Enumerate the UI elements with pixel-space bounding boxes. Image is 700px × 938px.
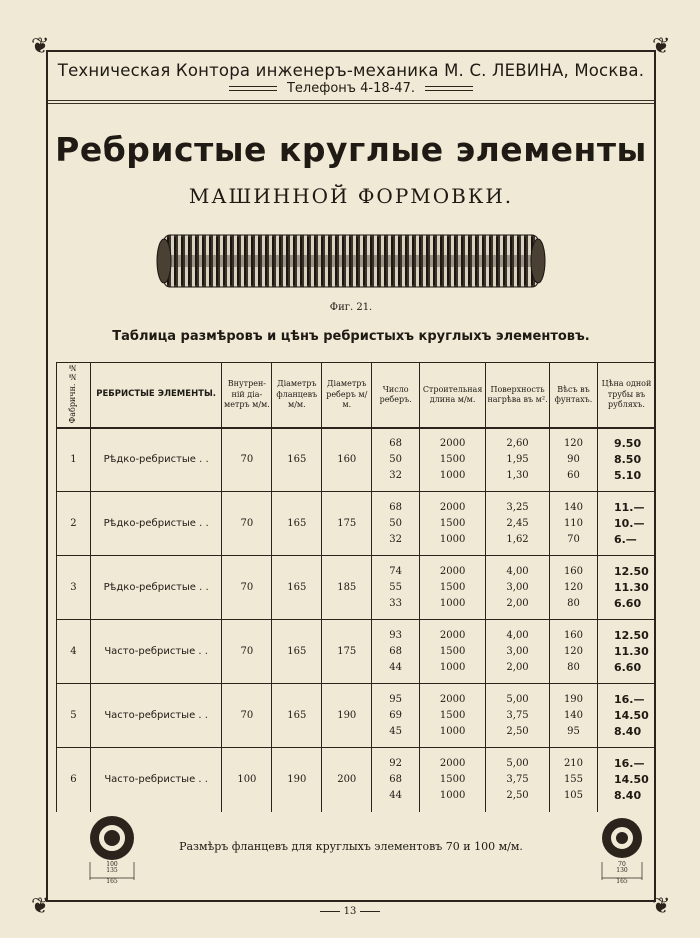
flange-diameter-cell: 165: [272, 684, 322, 748]
build-length-value: 2000: [439, 437, 466, 449]
inner-diameter-cell: 100: [222, 748, 272, 812]
build-length-value: 2000: [439, 501, 466, 513]
heating-surface-value: 1,95: [506, 453, 529, 465]
price-value: 6.—: [613, 532, 637, 546]
weight-value: 105: [563, 789, 584, 801]
weight-value: 80: [567, 661, 580, 673]
weight: [550, 628, 597, 676]
weight-value: 210: [563, 757, 584, 769]
table-header-row: [57, 363, 656, 428]
table-title: Таблица размѣровъ и цѣнъ ребристыхъ круглыхъ элементовъ.: [112, 329, 590, 344]
weight-value: 120: [563, 645, 584, 657]
weight-value: 95: [567, 725, 580, 737]
weight-value: 140: [563, 501, 584, 513]
build-length-value: 2000: [439, 693, 466, 705]
element-name-cell: Рѣдко-ребристые . .: [90, 492, 222, 556]
weight: [550, 756, 597, 804]
table-row: [57, 428, 656, 492]
flange-diameter-cell: 190: [272, 748, 322, 812]
price-value: 11.30: [613, 580, 649, 594]
heating-surface-value: 3,25: [506, 501, 529, 513]
flange-diameter-cell: 165: [272, 620, 322, 684]
rib-count-value: 68: [389, 645, 403, 657]
weight-value: 60: [567, 469, 580, 481]
rib-count-value: 92: [389, 757, 403, 769]
weight-cell: [550, 748, 598, 812]
heating-surface-value: 1,30: [506, 469, 529, 481]
weight-value: 110: [563, 517, 584, 529]
build-length: [420, 564, 485, 612]
rib-diameter-cell: 190: [322, 684, 372, 748]
rib-count-cell: [372, 428, 420, 492]
flange-drawing-left: [84, 814, 140, 888]
rib-count-value: 50: [389, 517, 403, 529]
build-length: [420, 756, 485, 804]
weight-value: 80: [567, 597, 580, 609]
build-length-cell: [420, 428, 486, 492]
heating-surface-cell: [486, 748, 550, 812]
price-cell: [597, 556, 655, 620]
rib-count-value: 45: [389, 725, 403, 737]
flange-dim-label: 135: [106, 867, 118, 874]
page-number: 13: [343, 906, 357, 917]
rib-count-value: 68: [389, 773, 403, 785]
element-name-cell: Рѣдко-ребристые . .: [90, 428, 222, 492]
price: [598, 692, 655, 740]
price-value: 8.40: [613, 788, 642, 802]
rib-count-cell: [372, 748, 420, 812]
page-subtitle: МАШИННОЙ ФОРМОВКИ.: [188, 184, 514, 208]
build-length-value: 2000: [439, 757, 466, 769]
flange-dim-label: 100: [106, 861, 118, 868]
rib-diameter-cell: 160: [322, 428, 372, 492]
build-length-value: 1500: [439, 773, 466, 785]
corner-ornament-icon: ❦: [31, 894, 50, 919]
build-length-cell: [420, 556, 486, 620]
weight-value: 120: [563, 437, 584, 449]
rib-count-value: 68: [389, 501, 403, 513]
rib-count-value: 69: [389, 709, 403, 721]
factory-no-cell: 5: [57, 684, 91, 748]
price-value: 10.—: [613, 516, 645, 530]
heating-surface-value: 2,00: [506, 597, 529, 609]
flange-note: Размѣръ фланцевъ для круглыхъ элементовъ 70 и 100 м/м.: [179, 840, 523, 853]
inner-diameter-cell: 70: [222, 428, 272, 492]
weight-value: 90: [567, 453, 580, 465]
figure-caption: Фиг. 21.: [329, 302, 373, 313]
weight-cell: [550, 684, 598, 748]
price-cell: [597, 684, 655, 748]
spec-table: [56, 362, 656, 812]
company-name: Техническая Контора инженеръ-механика М. С. ЛЕВИНА, Москва.: [57, 61, 645, 80]
heating-surface: [486, 692, 549, 740]
build-length: [420, 436, 485, 484]
build-length-cell: [420, 748, 486, 812]
inner-diameter-cell: 70: [222, 684, 272, 748]
rib-count-cell: [372, 492, 420, 556]
price-value: 14.50: [613, 708, 649, 722]
heating-surface-value: 3,75: [506, 773, 529, 785]
factory-no-cell: 6: [57, 748, 91, 812]
rib-count: [372, 756, 419, 804]
price-value: 6.60: [613, 596, 642, 610]
build-length-value: 1500: [439, 645, 466, 657]
col-header-rib-count: Число реберъ.: [372, 363, 420, 428]
table-row: [57, 556, 656, 620]
col-header-inner-diameter: Внутрен-ній діа-метръ м/м.: [222, 363, 272, 428]
price-cell: [597, 748, 655, 812]
weight-cell: [550, 492, 598, 556]
rib-count-value: 93: [389, 629, 403, 641]
price-value: 14.50: [613, 772, 649, 786]
rib-count: [372, 436, 419, 484]
build-length-value: 1000: [439, 597, 466, 609]
rib-count-value: 50: [389, 453, 403, 465]
price-value: 16.—: [613, 692, 645, 706]
heating-surface-value: 3,75: [506, 709, 529, 721]
weight-value: 160: [563, 565, 584, 577]
weight-value: 140: [563, 709, 584, 721]
table-row: [57, 684, 656, 748]
divider: [320, 911, 340, 912]
element-name-cell: Часто-ребристые . .: [90, 620, 222, 684]
weight-cell: [550, 428, 598, 492]
weight-value: 155: [563, 773, 584, 785]
price-cell: [597, 492, 655, 556]
price: [598, 564, 655, 612]
rib-count-cell: [372, 620, 420, 684]
rib-diameter-cell: 200: [322, 748, 372, 812]
flange-diameter-cell: 165: [272, 428, 322, 492]
weight: [550, 436, 597, 484]
build-length-value: 1000: [439, 469, 466, 481]
rib-count: [372, 500, 419, 548]
factory-no-cell: 4: [57, 620, 91, 684]
ribbed-pipe-illustration: [156, 233, 546, 289]
flange-diameter-cell: 165: [272, 556, 322, 620]
rib-diameter-cell: 185: [322, 556, 372, 620]
rib-count-value: 68: [389, 437, 403, 449]
price-value: 12.50: [613, 564, 649, 578]
rib-count-value: 95: [389, 693, 403, 705]
heating-surface: [486, 436, 549, 484]
build-length-value: 1000: [439, 661, 466, 673]
inner-diameter-cell: 70: [222, 620, 272, 684]
build-length-value: 1500: [439, 581, 466, 593]
build-length-cell: [420, 492, 486, 556]
weight-value: 70: [567, 533, 580, 545]
price-value: 5.10: [613, 468, 642, 482]
price-value: 11.—: [613, 500, 645, 514]
col-header-heating-surface: Поверхность нагрѣва въ м².: [486, 363, 550, 428]
heating-surface: [486, 564, 549, 612]
build-length-value: 1000: [439, 789, 466, 801]
rib-count-value: 32: [389, 469, 403, 481]
table-row: [57, 748, 656, 812]
rib-count-cell: [372, 556, 420, 620]
heating-surface-cell: [486, 492, 550, 556]
heating-surface: [486, 628, 549, 676]
inner-diameter-cell: 70: [222, 492, 272, 556]
heating-surface-value: 2,00: [506, 661, 529, 673]
header-rule: [48, 100, 654, 101]
rib-count: [372, 692, 419, 740]
flange-diameter-cell: 165: [272, 492, 322, 556]
price: [598, 756, 655, 804]
build-length-cell: [420, 684, 486, 748]
heating-surface-value: 2,45: [506, 517, 529, 529]
element-name-cell: Часто-ребристые . .: [90, 748, 222, 812]
col-header-weight: Вѣсъ въ фунтахъ.: [550, 363, 598, 428]
weight-cell: [550, 620, 598, 684]
flange-drawing-right: [594, 814, 650, 888]
element-name-cell: Рѣдко-ребристые . .: [90, 556, 222, 620]
heating-surface-cell: [486, 556, 550, 620]
build-length-value: 1000: [439, 533, 466, 545]
heating-surface-cell: [486, 620, 550, 684]
price: [598, 500, 655, 548]
build-length-value: 2000: [439, 565, 466, 577]
col-header-build-length: Строительная длина м/м.: [420, 363, 486, 428]
heating-surface-value: 4,00: [506, 565, 529, 577]
price-value: 12.50: [613, 628, 649, 642]
build-length-value: 1500: [439, 517, 466, 529]
flange-dim-label: 165: [616, 878, 628, 884]
rib-count-value: 74: [389, 565, 403, 577]
build-length-cell: [420, 620, 486, 684]
price-value: 8.40: [613, 724, 642, 738]
page-title: Ребристые круглые элементы: [55, 130, 647, 169]
rib-count-value: 55: [389, 581, 403, 593]
weight-value: 160: [563, 629, 584, 641]
heating-surface-value: 5,00: [506, 757, 529, 769]
divider: [425, 86, 473, 91]
flange-dim-label: 70: [618, 861, 626, 868]
col-header-rib-diameter: Діаметръ реберъ м/м.: [322, 363, 372, 428]
divider: [360, 911, 380, 912]
rib-count-value: 32: [389, 533, 403, 545]
factory-no-cell: 3: [57, 556, 91, 620]
factory-no-cell: 1: [57, 428, 91, 492]
flange-icon: [594, 814, 650, 884]
build-length: [420, 628, 485, 676]
price: [598, 436, 655, 484]
phone-row: [48, 81, 654, 96]
table-row: [57, 492, 656, 556]
flange-dim-label: 130: [616, 867, 628, 874]
weight: [550, 564, 597, 612]
col-header-element: РЕБРИСТЫЕ ЭЛЕМЕНТЫ.: [90, 363, 222, 428]
heating-surface-value: 3,00: [506, 581, 529, 593]
page-number-row: [0, 906, 700, 917]
weight-value: 190: [563, 693, 584, 705]
heating-surface-value: 2,50: [506, 725, 529, 737]
rib-count: [372, 564, 419, 612]
build-length-value: 1500: [439, 709, 466, 721]
heating-surface: [486, 500, 549, 548]
heating-surface-value: 1,62: [506, 533, 529, 545]
heating-surface-value: 2,50: [506, 789, 529, 801]
heating-surface: [486, 756, 549, 804]
heating-surface-value: 5,00: [506, 693, 529, 705]
price-value: 6.60: [613, 660, 642, 674]
weight: [550, 500, 597, 548]
rib-diameter-cell: 175: [322, 492, 372, 556]
build-length-value: 1500: [439, 453, 466, 465]
flange-dim-label: 165: [106, 878, 118, 884]
price-value: 11.30: [613, 644, 649, 658]
build-length-value: 2000: [439, 629, 466, 641]
heating-surface-value: 3,00: [506, 645, 529, 657]
weight-cell: [550, 556, 598, 620]
price-value: 8.50: [613, 452, 642, 466]
rib-count-value: 44: [389, 789, 403, 801]
inner-diameter-cell: 70: [222, 556, 272, 620]
element-name-cell: Часто-ребристые . .: [90, 684, 222, 748]
factory-no-cell: 2: [57, 492, 91, 556]
phone-number: Телефонъ 4-18-47.: [286, 81, 415, 96]
flange-icon: [84, 814, 140, 884]
weight-value: 120: [563, 581, 584, 593]
price: [598, 628, 655, 676]
build-length: [420, 692, 485, 740]
rib-count-value: 44: [389, 661, 403, 673]
col-header-flange-diameter: Діаметръ фланцевъ м/м.: [272, 363, 322, 428]
rib-diameter-cell: 175: [322, 620, 372, 684]
price-cell: [597, 428, 655, 492]
divider: [229, 86, 277, 91]
build-length: [420, 500, 485, 548]
price-cell: [597, 620, 655, 684]
col-header-factory-no: Фабричн. №№: [57, 363, 91, 428]
heating-surface-cell: [486, 684, 550, 748]
header-rule: [48, 103, 654, 104]
heating-surface-value: 2,60: [506, 437, 529, 449]
corner-ornament-icon: ❦: [652, 894, 671, 919]
rib-count-cell: [372, 684, 420, 748]
rib-count-value: 33: [389, 597, 403, 609]
table-row: [57, 620, 656, 684]
ribbed-pipe-icon: [156, 233, 546, 289]
weight: [550, 692, 597, 740]
col-header-price: Цѣна одной трубы въ рубляхъ.: [597, 363, 655, 428]
price-value: 16.—: [613, 756, 645, 770]
heating-surface-cell: [486, 428, 550, 492]
rib-count: [372, 628, 419, 676]
corner-ornament-icon: ❦: [31, 34, 50, 59]
corner-ornament-icon: ❦: [652, 34, 671, 59]
heating-surface-value: 4,00: [506, 629, 529, 641]
build-length-value: 1000: [439, 725, 466, 737]
price-value: 9.50: [613, 436, 642, 450]
